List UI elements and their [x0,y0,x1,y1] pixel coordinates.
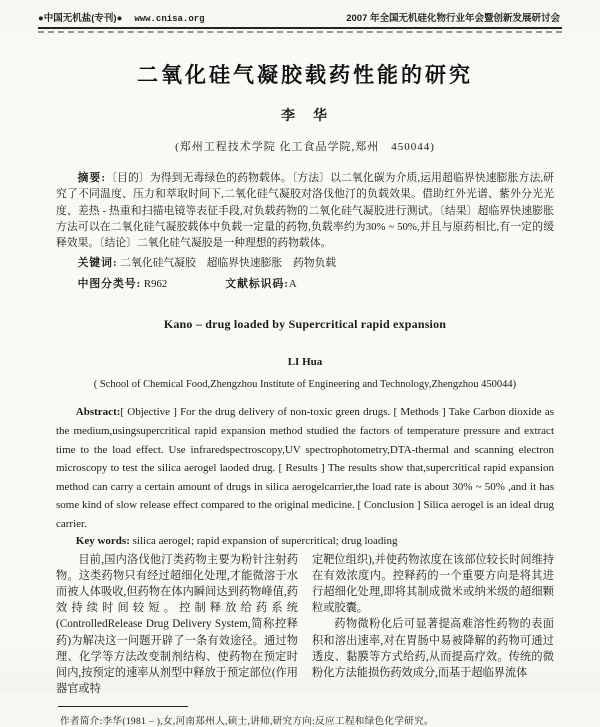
clc-value: R962 [143,278,168,291]
body-paragraph: 定靶位组织),并使药物浓度在该部位较长时间维持在有效浓度内。控释药的一个重要方向是将其进行超细化处理,即将其制成微米或纳米级的超细颗粒或胶囊。 [312,553,554,615]
body-paragraph: 目前,国内洛伐他汀类药物主要为粉针注射药物。这类药物只有经过超细化处理,才能微溶于水而被人体吸收,但药物在体内瞬间达到药物峰值,药效持续时间较短。控制释放给药系统(ControlledRelease Drug Delivery System,简称控释药)为解决这一问题开辟了一条有效途径。通过物理、化学等方法改变制剂结构、使药物在预定时间内,按预定的速率从剂型中释放于预定部位(作用器官或特 [56,553,298,696]
doc-code-label: 文献标识码: [225,278,289,291]
abstract-cn-text: 〔目的〕为得到无毒绿色的药物载体。〔方法〕以二氧化碳为介质,运用超临界快速膨胀方法,研究了不同温度、压力和萃取时间下,二氧化硅气凝胶对洛伐他汀的负载效果。借助红外光谱、紫外分光光度、差热 - 热重和扫描电镜等表征手段,对负载药物的二氧化硅气凝胶进行测试。〔结果〕超临界快速膨胀方法可以在二氧化硅气凝胶载体中负载一定量的药物,负载率约为30% ~ 50%,并且与原药相比,有一定的缓释效果。〔结论〕二氧化硅气凝胶是一种理想的药物载体。 [56,172,554,250]
keywords-cn-label: 关键词: [77,257,118,270]
header-divider [38,27,562,29]
clc-label: 中图分类号: [77,278,142,291]
author-name-en: LI Hua [287,356,323,369]
body-column-left [56,552,298,698]
header-divider-dashed [38,31,562,33]
journal-url: www.cnisa.org [134,14,205,24]
abstract-en-text: [ Objective ] For the drug delivery of non-toxic green drugs. [ Methods ] Take Carbon dioxide as the medium,usingsupercritical rapid expansion method studied the factors of temperature pressure and extract time to the load effect. Use infraredspectroscopy,UV spectrophotometry,DTA-thermal and scanning electron microscopy to test the silica aerogel laoded drug. [ Results ] The results show that,supercritical rapid expansion method can carry a certain amount of drugs in silica aerogelcarrier,the load rate is about 30% ~ 50% ,and it has some kind of slow release effect compared to the original medicine. [ Conclusion ] Silica aerogel is an ideal drug carrier. [56,406,554,531]
author-name-cn: 李 华 [281,109,329,124]
footnote-divider [58,706,188,707]
author-bio-footnote: 作者简介:李华(1981 – ),女,河南郑州人,硕士,讲师,研究方向:反应工程和绿色化学研究。 [60,716,434,727]
abstract-en [56,403,554,533]
journal-name: ●中国无机盐(专刊)● [38,13,123,24]
body-column-right [312,552,554,698]
keywords-en-text: silica aerogel; rapid expansion of supercritical; drug loading [132,534,398,547]
paper-title-cn: 二氧化硅气凝胶载药性能的研究 [137,63,473,87]
header-left [38,10,205,24]
classification-line [56,276,554,291]
body-paragraph: 药物微粉化后可显著提高难溶性药物的表面积和溶出速率,对在胃肠中易被降解的药物可通过透皮、黏膜等方式给药,从而提高疗效。传统的微粉化方法能损伤药效成分,而基于超临界流体 [312,618,554,680]
paper-content [0,59,600,727]
keywords-cn-text: 二氧化硅气凝胶 超临界快速膨胀 药物负载 [120,257,337,270]
keywords-cn [56,255,554,270]
body-columns [56,552,554,698]
paper-title-en: Kano – drug loaded by Supercritical rapid expansion [163,317,447,332]
affiliation-cn: (郑州工程技术学院 化工食品学院,郑州 450044) [175,141,435,153]
affiliation-en: ( School of Chemical Food,Zhengzhou Institute of Engineering and Technology,Zhengzhou 450044) [93,379,517,391]
journal-header [0,0,600,27]
abstract-cn-label: 摘要: [77,172,107,184]
keywords-en [56,535,554,547]
abstract-en-label: Abstract: [75,406,121,419]
doc-code-value: A [288,278,297,291]
abstract-cn [56,170,554,251]
keywords-en-label: Key words: [75,534,130,547]
conference-title: 2007 年全国无机硅化物行业年会暨创新发展研讨会 [346,13,560,24]
